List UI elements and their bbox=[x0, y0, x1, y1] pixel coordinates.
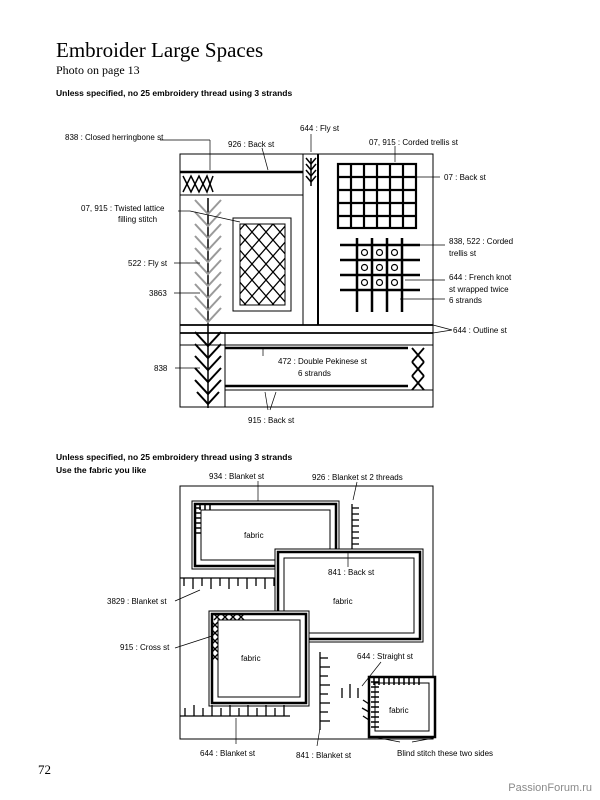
fabric-label-4: fabric bbox=[389, 706, 409, 715]
page-subtitle: Photo on page 13 bbox=[56, 63, 140, 77]
label-french-knot-line-2: st wrapped twice bbox=[449, 285, 509, 294]
label-644-outline-st: 644 : Outline st bbox=[453, 326, 507, 335]
double-pekinese-stitch bbox=[225, 348, 408, 386]
page-number: 72 bbox=[38, 762, 51, 777]
fly-stitch-column bbox=[195, 198, 221, 408]
label-838: 838 bbox=[154, 364, 168, 373]
thread-note-2: Unless specified, no 25 embroidery thread using 3 strands bbox=[56, 452, 293, 462]
label-3829-blanket-st: 3829 : Blanket st bbox=[107, 597, 167, 606]
diagram-2 bbox=[107, 472, 493, 760]
watermark: PassionForum.ru bbox=[508, 782, 592, 794]
fly-stitch-top bbox=[306, 158, 316, 186]
fabric-label-3: fabric bbox=[241, 654, 261, 663]
label-838-herringbone: 838 : Closed herringbone st bbox=[65, 133, 164, 142]
label-926-blanket-st: 926 : Blanket st 2 threads bbox=[312, 473, 403, 482]
label-926-back-st: 926 : Back st bbox=[228, 140, 275, 149]
diagram-1 bbox=[65, 124, 513, 425]
label-915-back-st: 915 : Back st bbox=[248, 416, 295, 425]
label-corded-right-line-1: 838, 522 : Corded bbox=[449, 237, 514, 246]
twisted-lattice-filling bbox=[240, 224, 285, 305]
label-644-straight-st: 644 : Straight st bbox=[357, 652, 414, 661]
thread-note: Unless specified, no 25 embroidery thread using 3 strands bbox=[56, 88, 293, 98]
label-522-fly-st: 522 : Fly st bbox=[128, 259, 168, 268]
corded-trellis-grid bbox=[338, 164, 416, 228]
label-corded-trellis-top: 07, 915 : Corded trellis st bbox=[369, 138, 458, 147]
french-knots bbox=[362, 250, 398, 286]
fabric-label-2: fabric bbox=[333, 597, 353, 606]
outline-stitch-band bbox=[180, 325, 433, 333]
label-blind-stitch: Blind stitch these two sides bbox=[397, 749, 494, 758]
label-lattice-line-2: filling stitch bbox=[118, 215, 158, 224]
blanket-stitch-3829 bbox=[180, 578, 276, 589]
fabric-label-1: fabric bbox=[244, 531, 264, 540]
blanket-stitch-644-bottom bbox=[180, 705, 290, 716]
label-934-blanket-st: 934 : Blanket st bbox=[209, 472, 265, 481]
fabric-note: Use the fabric you like bbox=[56, 465, 147, 475]
label-pekinese-line-1: 472 : Double Pekinese st bbox=[278, 357, 367, 366]
label-644-blanket-st: 644 : Blanket st bbox=[200, 749, 256, 758]
label-841-blanket-st: 841 : Blanket st bbox=[296, 751, 352, 760]
pekinese-right-cross bbox=[412, 348, 424, 390]
label-french-knot-line-1: 644 : French knot bbox=[449, 273, 512, 282]
page-title: Embroider Large Spaces bbox=[56, 38, 264, 62]
label-6-strands: 6 strands bbox=[449, 296, 482, 305]
blanket-stitch-926 bbox=[352, 504, 359, 552]
straight-stitch-644 bbox=[342, 684, 358, 698]
label-corded-right-line-2: trellis st bbox=[449, 249, 477, 258]
closed-herringbone-stitch bbox=[183, 176, 213, 192]
label-841-back-st: 841 : Back st bbox=[328, 568, 375, 577]
label-07-back-st: 07 : Back st bbox=[444, 173, 486, 182]
label-pekinese-line-2: 6 strands bbox=[298, 369, 331, 378]
label-lattice-line-1: 07, 915 : Twisted lattice bbox=[81, 204, 165, 213]
label-915-cross-st: 915 : Cross st bbox=[120, 643, 170, 652]
label-3863: 3863 bbox=[149, 289, 167, 298]
blanket-stitch-841-vertical bbox=[320, 652, 330, 730]
label-644-fly-st: 644 : Fly st bbox=[300, 124, 340, 133]
